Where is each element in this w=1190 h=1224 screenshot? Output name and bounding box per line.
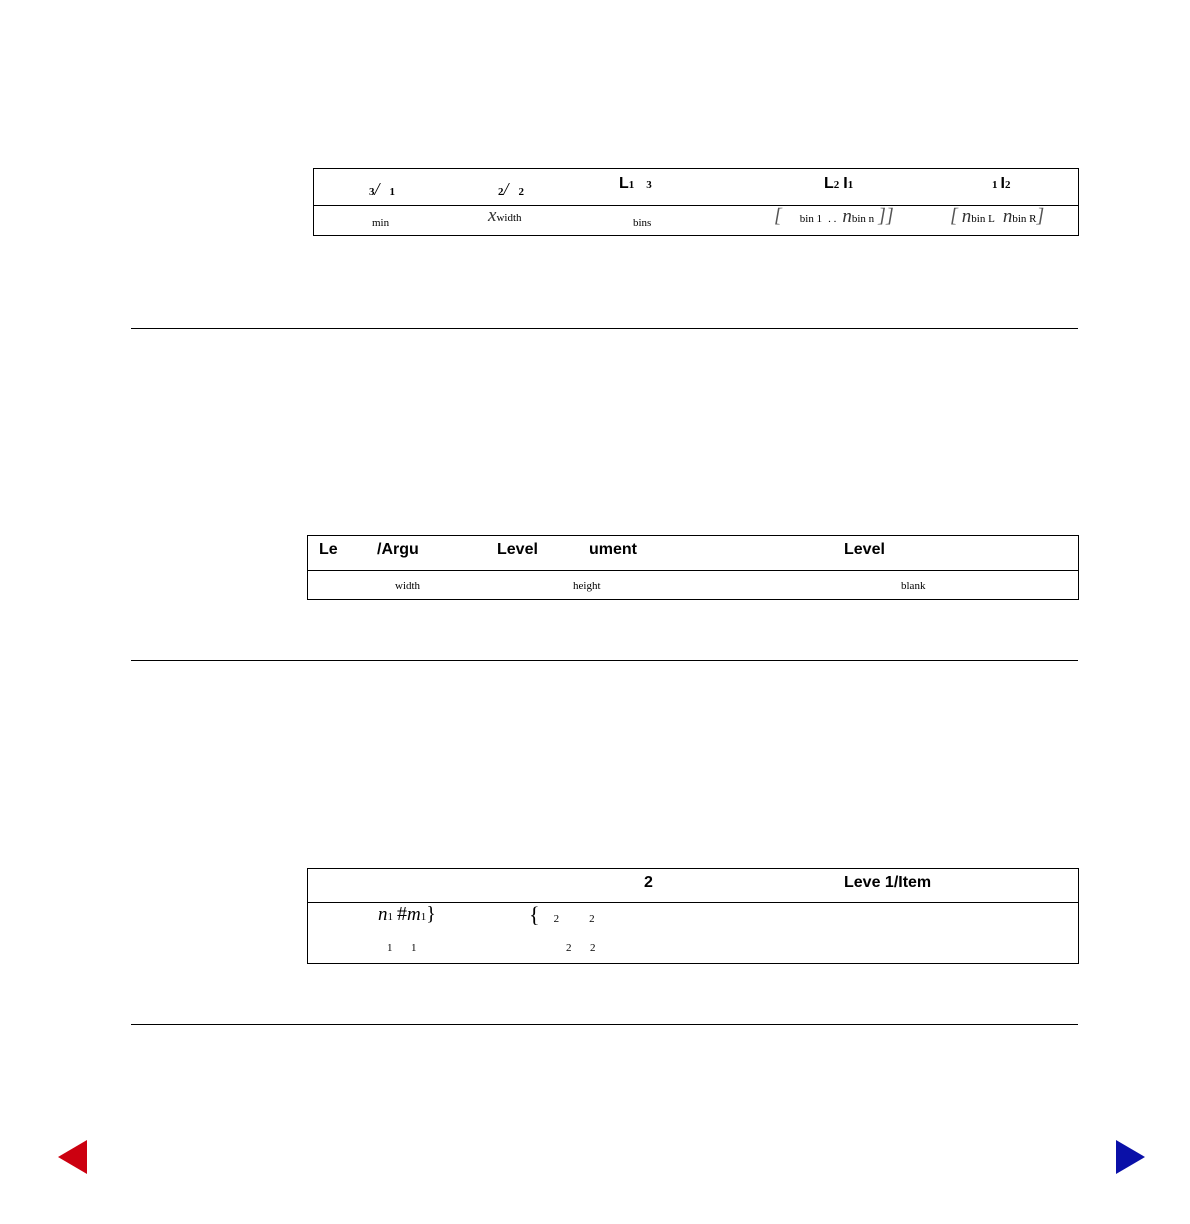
row-cell: bins — [633, 217, 652, 229]
table-3-header — [308, 869, 1078, 903]
row-cell: min — [372, 217, 390, 229]
table-2 — [307, 535, 1079, 600]
header-cell: /Argu — [377, 541, 419, 558]
row-cell: height — [573, 580, 601, 592]
header-cell: 3/ 1 — [369, 179, 396, 199]
table-1-header — [314, 169, 1078, 206]
row-cell: [ bin 1 . . nbin n ]] — [774, 205, 894, 227]
header-cell: ument — [589, 541, 637, 558]
header-cell: Level — [844, 541, 885, 558]
header-cell: L2 I1 — [824, 175, 854, 192]
header-cell: Le — [319, 541, 338, 558]
row-cell: 1 — [387, 942, 393, 954]
section-divider — [131, 328, 1078, 329]
header-cell: Leve 1/Item — [844, 874, 932, 891]
header-cell: 2 — [644, 874, 653, 891]
table-2-header — [308, 536, 1078, 571]
header-cell: 2/ 2 — [498, 179, 525, 199]
previous-page-arrow-icon[interactable] — [58, 1140, 87, 1174]
row-cell: n1 #m1} — [378, 903, 436, 925]
row-cell: width — [395, 580, 421, 592]
next-page-arrow-icon[interactable] — [1116, 1140, 1145, 1174]
header-cell: 1 I2 — [992, 175, 1011, 192]
table-1 — [313, 168, 1079, 236]
header-cell: L1 3 — [619, 175, 652, 192]
row-cell: 1 — [411, 942, 417, 954]
table-3 — [307, 868, 1079, 964]
row-cell: [ nbin L nbin R] — [950, 205, 1045, 227]
row-cell: blank — [901, 580, 926, 592]
section-divider — [131, 1024, 1078, 1025]
row-cell: { 2 2 — [529, 902, 595, 927]
row-cell: 2 — [566, 942, 572, 954]
section-divider — [131, 660, 1078, 661]
row-cell: 2 — [590, 942, 596, 954]
header-cell: Level — [497, 541, 538, 558]
row-cell: xwidth — [488, 205, 522, 226]
